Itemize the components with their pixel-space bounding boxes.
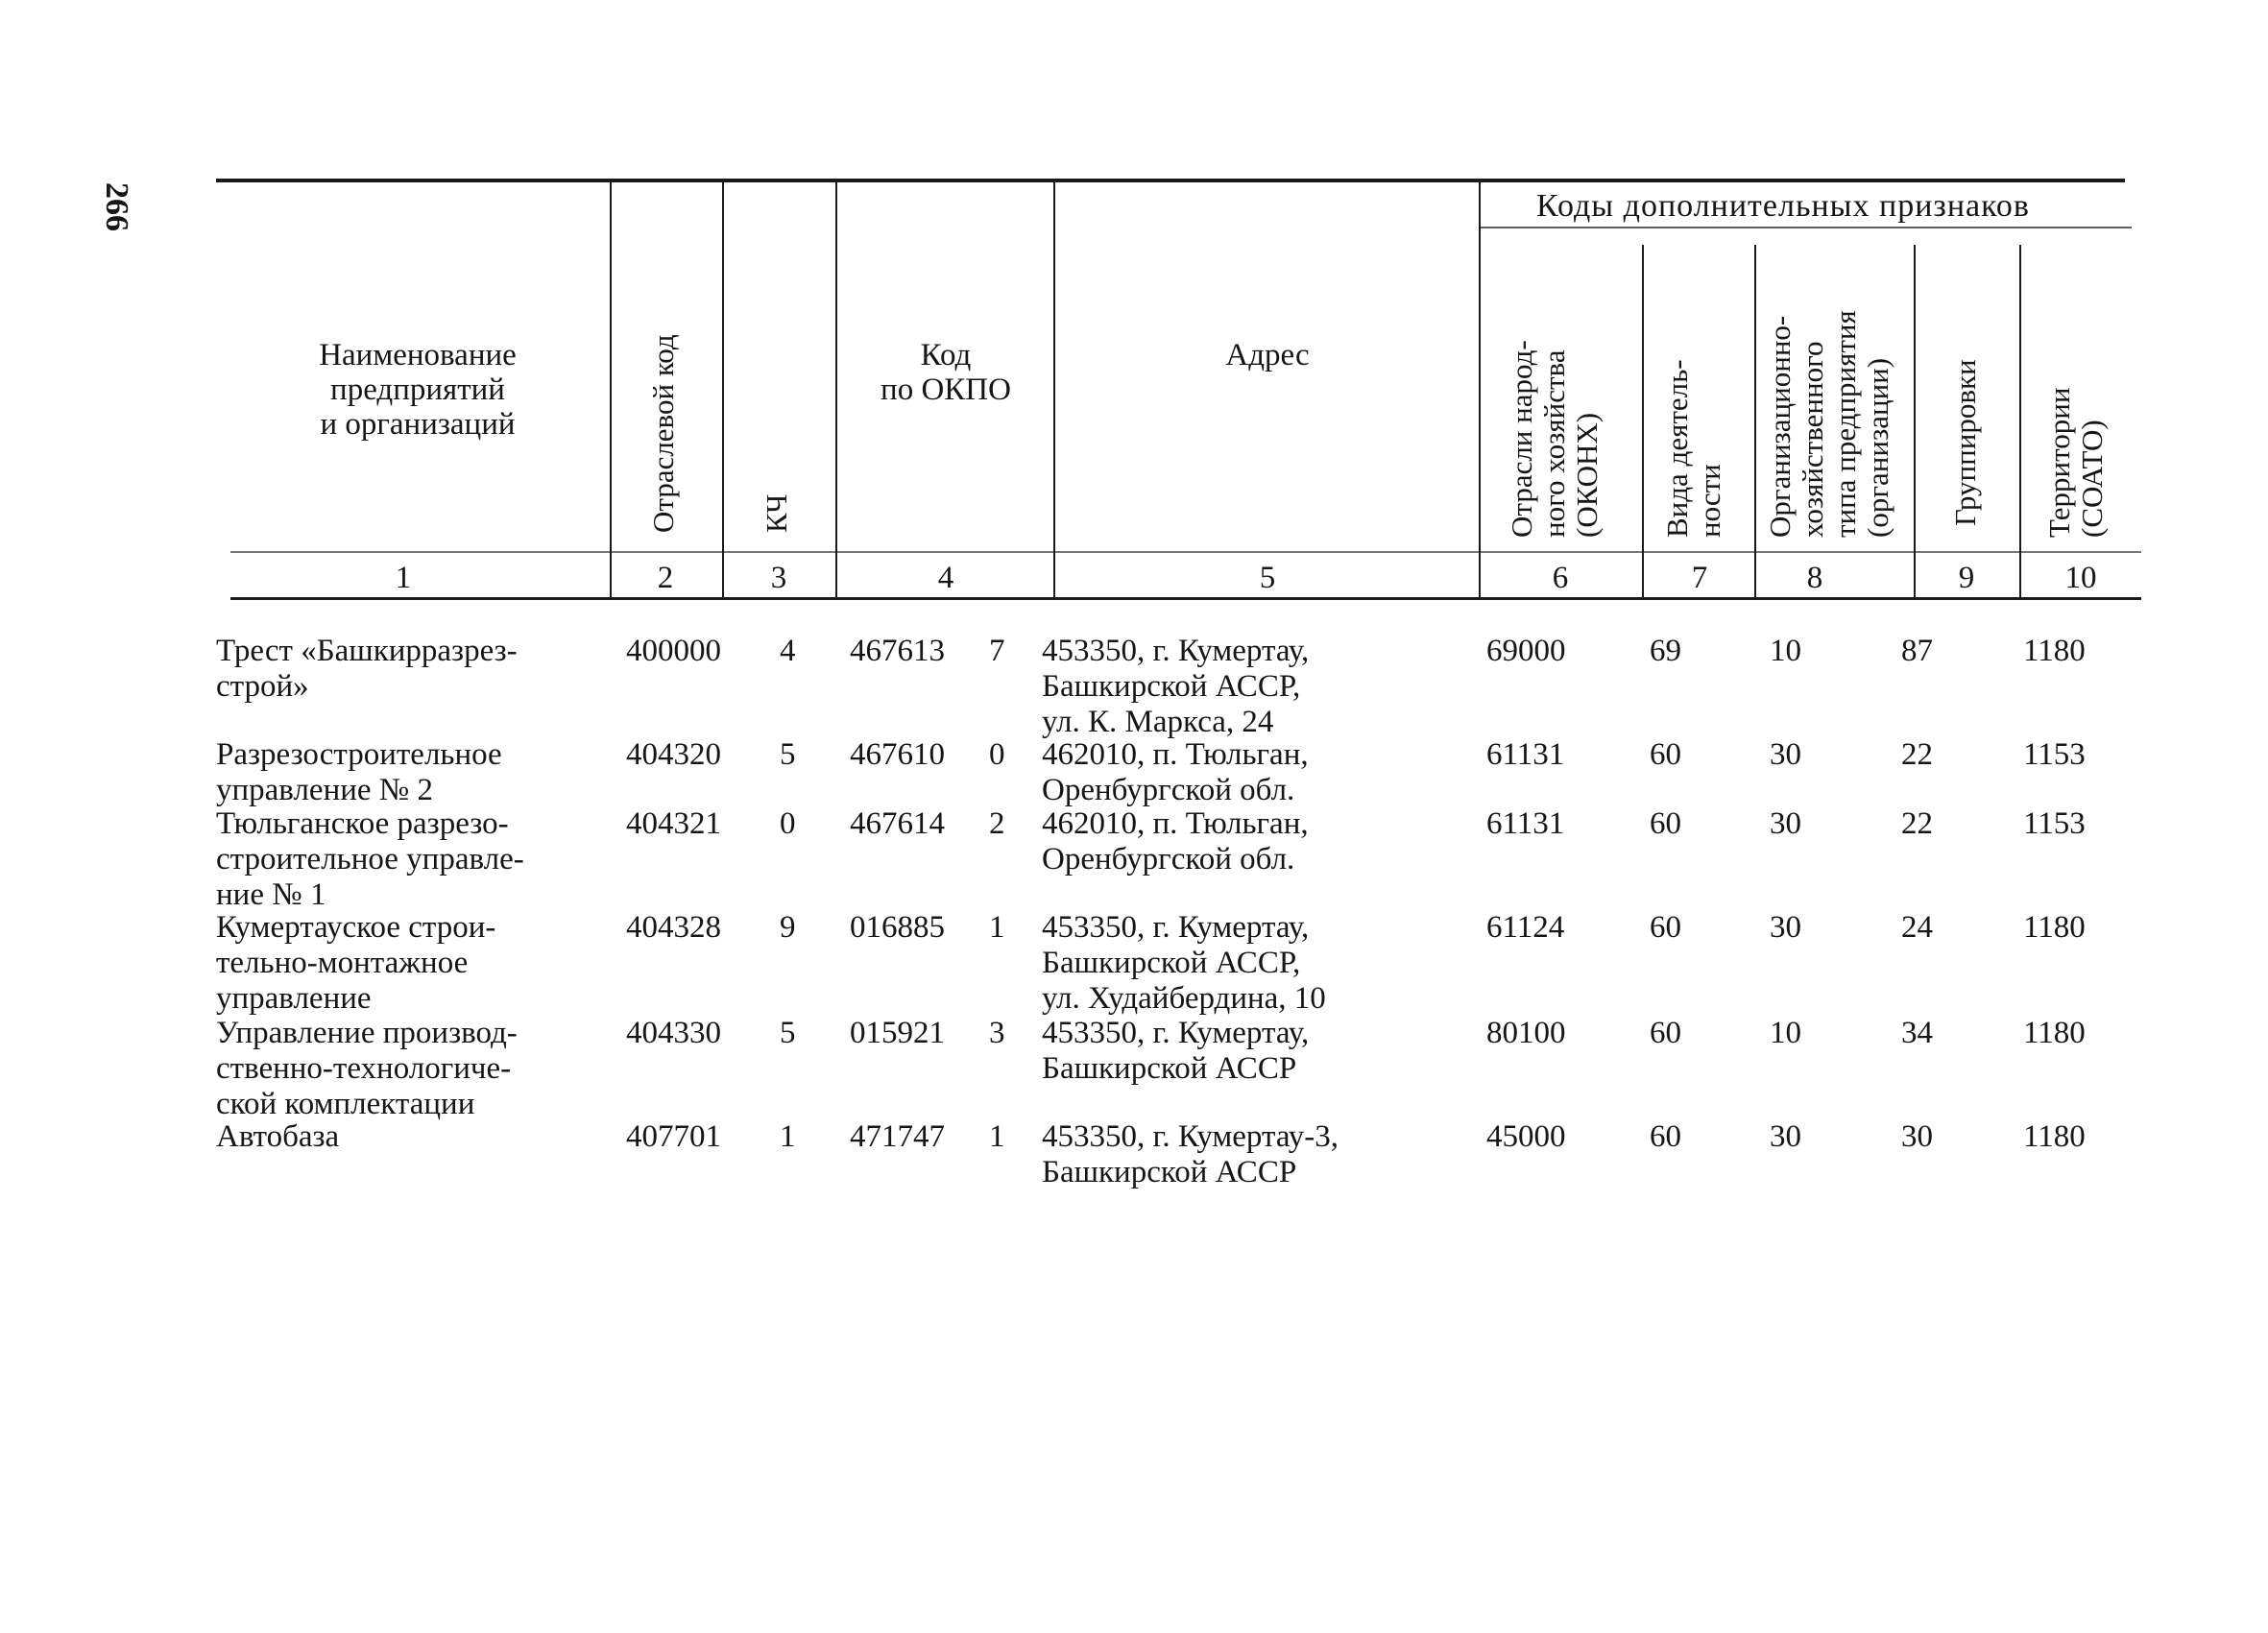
row-sector-code: 404328	[626, 910, 721, 945]
row-activity: 60	[1650, 737, 1681, 772]
row-name-line: тельно-монтажное	[216, 946, 469, 980]
row-orgtype: 30	[1770, 806, 1801, 841]
row-okonh: 45000	[1486, 1119, 1566, 1154]
column-number-5: 5	[1259, 561, 1276, 595]
row-sector-code: 404320	[626, 737, 721, 772]
row-territory: 1153	[2023, 806, 2086, 841]
row-grouping: 22	[1901, 737, 1933, 772]
divider-col9	[2019, 245, 2021, 597]
row-okpo: 467614	[850, 806, 945, 841]
row-kch: 1	[780, 1119, 796, 1154]
row-name	[216, 1119, 591, 1155]
row-name-line: Трест «Башкирразрез-	[216, 634, 518, 668]
column-number-7: 7	[1691, 561, 1708, 595]
row-territory: 1180	[2023, 1016, 2086, 1050]
column-number-1: 1	[395, 561, 412, 595]
row-name	[216, 806, 591, 913]
row-address-line: 453350, г. Кумертау,	[1042, 1016, 1310, 1050]
row-okpo-check: 0	[989, 737, 1005, 772]
column-number-4: 4	[937, 561, 954, 595]
row-okonh: 69000	[1486, 634, 1566, 668]
row-orgtype: 30	[1770, 910, 1801, 945]
row-name-line: Разрезостроительное	[216, 737, 502, 772]
header-address: Адрес	[1225, 338, 1310, 372]
row-name-line: Автобаза	[216, 1119, 340, 1154]
row-activity: 60	[1650, 910, 1681, 945]
divider-col1	[610, 182, 612, 597]
row-territory: 1180	[2023, 1119, 2086, 1154]
row-okpo-check: 2	[989, 806, 1005, 841]
row-okpo: 015921	[850, 1016, 945, 1050]
divider-col7	[1754, 245, 1756, 597]
divider-col6	[1642, 245, 1644, 597]
row-address-line: 462010, п. Тюльган,	[1042, 806, 1309, 841]
row-activity: 69	[1650, 634, 1681, 668]
row-address	[1042, 634, 1455, 740]
column-number-8: 8	[1806, 561, 1823, 595]
row-address-line: Башкирской АССР	[1042, 1051, 1297, 1086]
header-okpo: Код по ОКПО	[881, 338, 1011, 407]
row-address-line: Башкирской АССР,	[1042, 669, 1301, 704]
header-territory: Территории (СОАТО)	[2042, 387, 2109, 538]
column-number-9: 9	[1958, 561, 1975, 595]
row-name-line: ской комплектации	[216, 1087, 475, 1121]
row-address-line: 453350, г. Кумертау-3,	[1042, 1119, 1339, 1154]
row-orgtype: 30	[1770, 737, 1801, 772]
row-name-line: строй»	[216, 669, 309, 704]
divider-col4	[1053, 182, 1055, 597]
row-activity: 60	[1650, 1119, 1681, 1154]
header-activity: Вида деятель- ности	[1660, 359, 1726, 538]
row-okpo: 467613	[850, 634, 945, 668]
row-name	[216, 910, 591, 1017]
row-activity: 60	[1650, 806, 1681, 841]
divider-col5	[1479, 182, 1481, 597]
row-address	[1042, 1119, 1455, 1190]
row-kch: 4	[780, 634, 796, 668]
row-sector-code: 400000	[626, 634, 721, 668]
row-address-line: Башкирской АССР,	[1042, 946, 1301, 980]
row-orgtype: 10	[1770, 1016, 1801, 1050]
row-orgtype: 10	[1770, 634, 1801, 668]
row-okonh: 61124	[1486, 910, 1565, 945]
row-name-line: Тюльганское разрезо-	[216, 806, 509, 841]
row-grouping: 22	[1901, 806, 1933, 841]
header-additional-codes: Коды дополнительных признаков	[1536, 188, 2030, 224]
row-okpo: 471747	[850, 1119, 945, 1154]
row-okpo-check: 1	[989, 910, 1005, 945]
row-address-line: Башкирской АССР	[1042, 1155, 1297, 1189]
header-sector-code: Отраслевой код	[646, 334, 680, 533]
column-number-6: 6	[1552, 561, 1569, 595]
row-kch: 0	[780, 806, 796, 841]
row-name-line: управление	[216, 981, 372, 1016]
row-sector-code: 404330	[626, 1016, 721, 1050]
row-okonh: 61131	[1486, 737, 1565, 772]
divider-col3	[835, 182, 837, 597]
row-name-line: Управление производ-	[216, 1016, 518, 1050]
row-okonh: 61131	[1486, 806, 1565, 841]
row-grouping: 34	[1901, 1016, 1933, 1050]
header-name: Наименование предприятий и организаций	[319, 338, 517, 442]
row-address	[1042, 737, 1455, 808]
row-address-line: Оренбургской обл.	[1042, 773, 1295, 807]
header-orgtype: Организационно- хозяйственного типа предприятия (организации)	[1763, 310, 1894, 538]
row-orgtype: 30	[1770, 1119, 1801, 1154]
row-name	[216, 737, 591, 808]
row-address	[1042, 910, 1455, 1017]
row-sector-code: 404321	[626, 806, 721, 841]
row-address-line: 462010, п. Тюльган,	[1042, 737, 1309, 772]
row-kch: 5	[780, 1016, 796, 1050]
header-bottom-rule	[230, 597, 2141, 600]
top-rule	[216, 179, 2125, 182]
row-address-line: ул. Худайбердина, 10	[1042, 981, 1326, 1016]
row-address-line: ул. К. Маркса, 24	[1042, 705, 1274, 739]
divider-col2	[722, 182, 724, 597]
column-number-3: 3	[770, 561, 787, 595]
row-name	[216, 1016, 591, 1122]
row-name-line: ственно-технологиче-	[216, 1051, 512, 1086]
row-name-line: управление № 2	[216, 773, 434, 807]
row-name-line: Кумертауское строи-	[216, 910, 496, 945]
row-address-line: Оренбургской обл.	[1042, 842, 1295, 877]
header-okonh: Отрасли народ- ного хозяйства (ОКОНХ)	[1505, 340, 1604, 538]
column-number-2: 2	[657, 561, 674, 595]
row-grouping: 87	[1901, 634, 1933, 668]
row-okpo: 016885	[850, 910, 945, 945]
row-address-line: 453350, г. Кумертау,	[1042, 910, 1310, 945]
row-sector-code: 407701	[626, 1119, 721, 1154]
group-title-rule	[1479, 227, 2132, 228]
page-number: 266	[99, 182, 134, 231]
row-okpo-check: 3	[989, 1016, 1005, 1050]
divider-col8	[1914, 245, 1916, 597]
row-okpo-check: 7	[989, 634, 1005, 668]
row-address	[1042, 806, 1455, 877]
row-address-line: 453350, г. Кумертау,	[1042, 634, 1310, 668]
row-grouping: 30	[1901, 1119, 1933, 1154]
row-name-line: строительное управле-	[216, 842, 524, 877]
row-activity: 60	[1650, 1016, 1681, 1050]
header-kch: КЧ	[760, 493, 793, 533]
row-territory: 1180	[2023, 910, 2086, 945]
row-kch: 9	[780, 910, 796, 945]
header-grouping: Группировки	[1948, 359, 1982, 526]
row-territory: 1180	[2023, 634, 2086, 668]
column-number-10: 10	[2064, 561, 2097, 595]
row-okpo: 467610	[850, 737, 945, 772]
row-name-line: ние № 1	[216, 877, 326, 912]
row-grouping: 24	[1901, 910, 1933, 945]
row-okpo-check: 1	[989, 1119, 1005, 1154]
row-address	[1042, 1016, 1455, 1087]
row-name	[216, 634, 591, 705]
column-number-rule	[230, 551, 2141, 553]
row-okonh: 80100	[1486, 1016, 1566, 1050]
row-kch: 5	[780, 737, 796, 772]
row-territory: 1153	[2023, 737, 2086, 772]
